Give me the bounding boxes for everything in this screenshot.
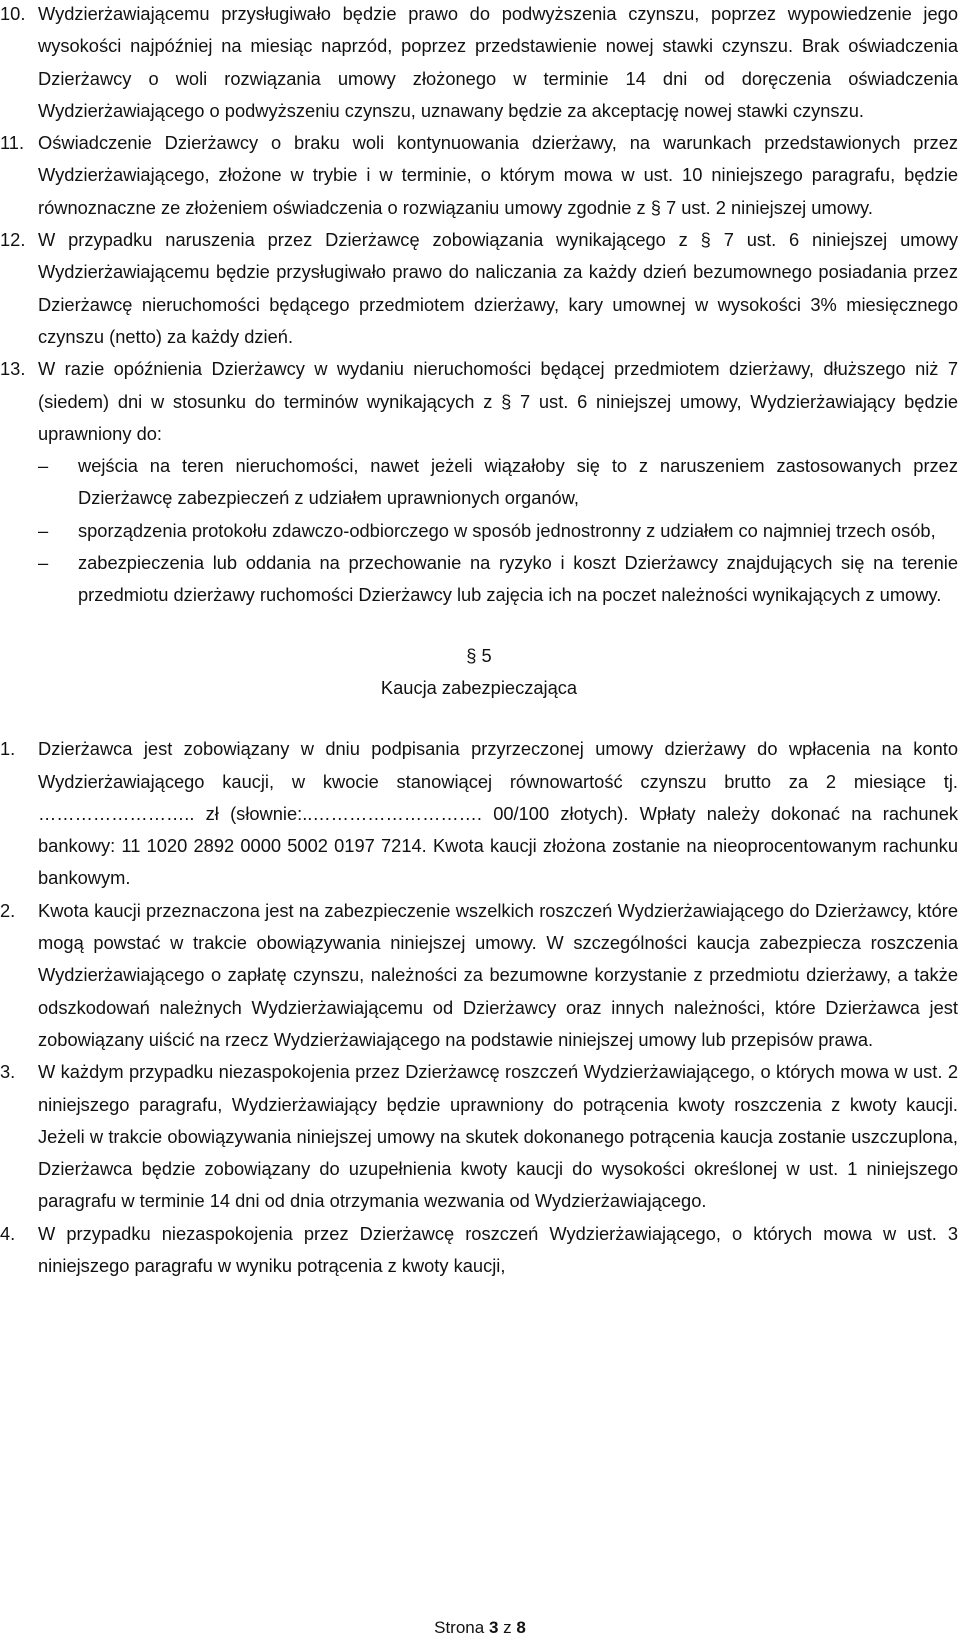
list-item <box>0 127 958 224</box>
item-text: Dzierżawca jest zobowiązany w dniu podpisania przyrzeczonej umowy dzierżawy do wpłacenia na konto Wydzierżawiającego kaucji, w kwocie stanowiącej równowartość czynszu brutto za 2 miesiące tj. …………………….. zł (słownie:..………………………. 00/100 złotych). Wpłaty należy dokonać na rachunek bankowy: 11 1020 2892 0000 5002 0197 7214. Kwota kaucji złożona zostanie na nieoprocentowanym rachunku bankowym. <box>38 738 958 889</box>
item-number: 4. <box>0 1222 16 1244</box>
page-footer <box>0 1612 960 1644</box>
dash-bullet: – <box>38 519 49 541</box>
list-item <box>0 224 958 353</box>
dash-list-item <box>0 450 958 515</box>
item-text: Oświadczenie Dzierżawcy o braku woli kontynuowania dzierżawy, na warunkach przedstawionych przez Wydzierżawiającego, złożone w trybie i w terminie, o którym mowa w ust. 10 niniejszego paragrafu, będzie równoznaczne ze złożeniem oświadczenia o rozwiązaniu umowy zgodnie z § 7 ust. 2 niniejszej umowy. <box>38 132 958 218</box>
item-number: 11. <box>0 132 25 154</box>
dash-item-text: sporządzenia protokołu zdawczo-odbiorczego w sposób jednostronny z udziałem co najmniej trzech osób, <box>78 519 936 541</box>
item-text: W razie opóźnienia Dzierżawcy w wydaniu nieruchomości będącej przedmiotem dzierżawy, dłuższego niż 7 (siedem) dni w stosunku do terminów wynikających z § 7 ust. 6 niniejszej umowy, Wydzierżawiający będzie uprawniony do: <box>38 358 958 444</box>
dash-bullet: – <box>38 455 49 477</box>
list-item <box>0 895 958 1056</box>
dash-list-item <box>0 547 958 612</box>
item-text: Kwota kaucji przeznaczona jest na zabezpieczenie wszelkich roszczeń Wydzierżawiającego do Dzierżawcy, które mogą powstać w trakcie obowiązywania niniejszej umowy. W szczególności kaucja zabezpiecza roszczenia Wydzierżawiającego o zapłatę czynszu, należności za bezumowne korzystanie z przedmiotu dzierżawy, a także odszkodowań należnych Wydzierżawiającemu od Dzierżawcy oraz innych należności, które Dzierżawca jest zobowiązany uiścić na rzecz Wydzierżawiającego na podstawie niniejszej umowy lub przepisów prawa. <box>38 899 958 1050</box>
item-number: 13. <box>0 358 26 380</box>
list-item <box>0 0 958 127</box>
dash-item-text: wejścia na teren nieruchomości, nawet jeżeli wiązałoby się to z naruszeniem zastosowanych przez Dzierżawcę zabezpieczeń z udziałem uprawnionych organów, <box>78 455 958 509</box>
item-text: W przypadku naruszenia przez Dzierżawcę zobowiązania wynikającego z § 7 ust. 6 niniejszej umowy Wydzierżawiającemu będzie przysługiwało prawo do naliczania za każdy dzień bezumownego posiadania przez Dzierżawcę nieruchomości będącego przedmiotem dzierżawy, kary umownej w wysokości 3% miesięcznego czynszu (netto) za każdy dzień. <box>38 229 958 347</box>
item-text: W każdym przypadku niezaspokojenia przez Dzierżawcę roszczeń Wydzierżawiającego, o których mowa w ust. 2 niniejszego paragrafu, Wydzierżawiający będzie uprawniony do potrącenia kwoty roszczenia z kwoty kaucji. Jeżeli w trakcie obowiązywania niniejszej umowy na skutek dokonanego potrącenia kaucja zostanie uszczuplona, Dzierżawca będzie zobowiązany do uzupełnienia kwoty kaucji do wysokości określonej w ust. 1 niniejszego paragrafu w terminie 14 dni od dnia otrzymania wezwania od Wydzierżawiającego. <box>38 1061 958 1212</box>
section-number: § 5 <box>466 644 492 666</box>
item-number: 2. <box>0 899 16 921</box>
item-number: 12. <box>0 229 26 251</box>
item-number: 10. <box>0 3 26 24</box>
footer-label: Strona <box>434 1618 485 1637</box>
item-number: 3. <box>0 1061 16 1083</box>
list-item <box>0 1218 958 1283</box>
dash-item-text: zabezpieczenia lub oddania na przechowanie na ryzyko i koszt Dzierżawcy znajdujących się na terenie przedmiotu dzierżawy ruchomości Dzierżawcy lub zajęcia ich na poczet należności wynikających z umowy. <box>78 552 958 606</box>
item-text: Wydzierżawiającemu przysługiwało będzie prawo do podwyższenia czynszu, poprzez wypowiedzenie jego wysokości najpóźniej na miesiąc naprzód, poprzez przedstawienie nowej stawki czynszu. Brak oświadczenia Dzierżawcy o woli rozwiązania umowy złożonego w terminie 14 dni od doręczenia oświadczenia Wydzierżawiającego o podwyższeniu czynszu, uznawany będzie za akceptację nowej stawki czynszu. <box>38 3 958 121</box>
dash-list-item <box>0 515 958 547</box>
footer-current-page: 3 <box>488 1618 499 1637</box>
footer-separator: z <box>503 1618 512 1637</box>
dash-bullet: – <box>38 552 49 574</box>
list-item <box>0 733 958 894</box>
list-item <box>0 353 958 450</box>
item-text: W przypadku niezaspokojenia przez Dzierżawcę roszczeń Wydzierżawiającego, o których mowa w ust. 3 niniejszego paragrafu w wyniku potrącenia z kwoty kaucji, <box>38 1222 958 1276</box>
footer-total-pages: 8 <box>516 1618 526 1637</box>
section-title: Kaucja zabezpieczająca <box>380 676 578 698</box>
list-item <box>0 1056 958 1217</box>
item-number: 1. <box>0 738 16 760</box>
